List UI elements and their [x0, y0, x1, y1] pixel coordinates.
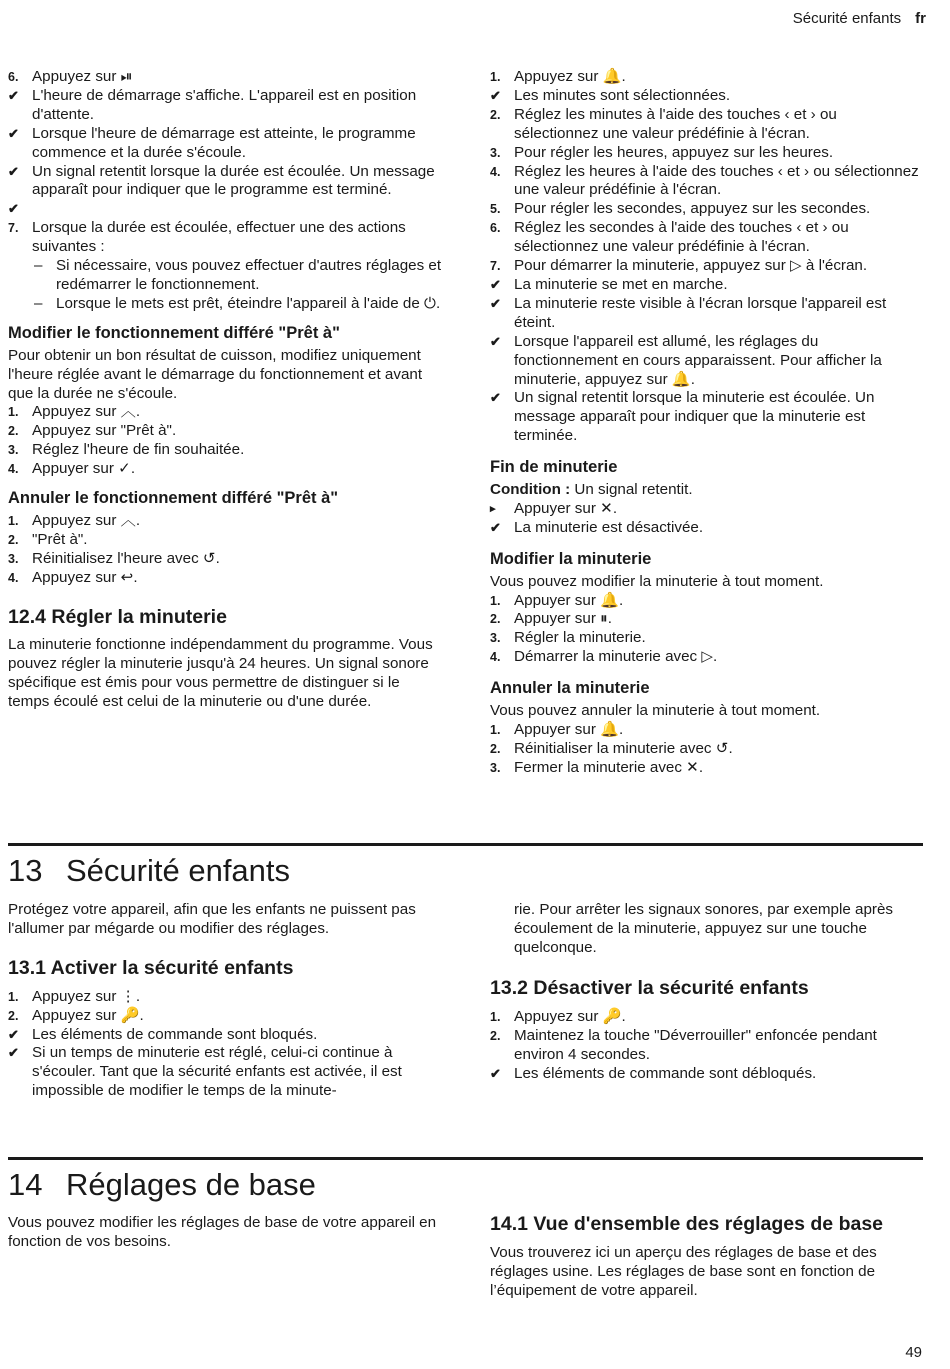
list-item — [490, 276, 922, 295]
step-number: 2. — [8, 1008, 19, 1023]
list-item — [8, 219, 443, 257]
list-item — [8, 988, 443, 1007]
step-number: 6. — [490, 221, 501, 236]
timer-end-steps — [490, 500, 922, 538]
step-number: 1. — [8, 989, 19, 1004]
chapter-14-left — [8, 1214, 438, 1252]
list-item — [8, 403, 443, 422]
check-icon: ✔ — [8, 125, 19, 141]
list-item-text: Appuyez sur 🔑. — [32, 1006, 144, 1024]
chapter-14-intro: Vous pouvez modifier les réglages de base de votre appareil en fonction de vos besoins. — [8, 1214, 437, 1250]
list-item-text: Fermer la minuterie avec ✕. — [514, 758, 704, 776]
list-item — [8, 200, 443, 219]
step-number: 1. — [8, 405, 19, 420]
step-number: 1. — [490, 593, 501, 608]
list-item-text: Appuyez sur "Prêt à". — [32, 422, 177, 440]
list-item — [490, 333, 922, 390]
step-number: 2. — [490, 612, 501, 627]
left-column-top — [8, 68, 443, 712]
chapter-13-right — [490, 979, 922, 1084]
check-icon: ✔ — [8, 1026, 19, 1042]
timer-cancel-intro: Vous pouvez annuler la minuterie à tout moment. — [490, 702, 821, 720]
chapter-13-rule — [8, 843, 923, 846]
list-item-text: Réglez les heures à l'aide des touches ‹ et › ou sélectionnez une valeur prédéfinie à l'écran. — [514, 162, 919, 199]
list-item-text: Pour démarrer la minuterie, appuyez sur ▷ à l'écran. — [514, 257, 868, 275]
delayed-start-modify-steps — [8, 403, 443, 479]
step-number: 5. — [490, 202, 501, 217]
list-item — [8, 125, 443, 163]
dash-bullet: – — [34, 257, 43, 275]
list-item-text: Pour régler les heures, appuyez sur les heures. — [514, 143, 834, 161]
chapter-14-number: 14 — [8, 1167, 43, 1202]
section-14-1-heading: 14.1 Vue d'ensemble des réglages de base — [490, 1213, 884, 1235]
step-number: 4. — [490, 164, 501, 179]
timer-modify-steps — [490, 592, 922, 668]
step-number: 7. — [8, 221, 19, 236]
dash-item — [8, 295, 443, 314]
list-item — [490, 1027, 922, 1065]
list-item — [490, 389, 922, 446]
step-number: 3. — [490, 631, 501, 646]
list-item-text: Les éléments de commande sont bloqués. — [32, 1025, 318, 1043]
list-item-text: Appuyez sur ↩. — [32, 568, 138, 586]
list-item — [490, 144, 922, 163]
list-item — [490, 257, 922, 276]
step-number: 2. — [8, 532, 19, 547]
section-12-4-text: La minuterie fonctionne indépendamment du programme. Vous pouvez régler la minuterie jusqu'à 24 heures. Un signal sonore spécifique est émis pour vous permettre de distinguer si le temps écoulé est celui de la minuterie ou d'une durée. — [8, 636, 433, 711]
list-item-text: Pour régler les secondes, appuyez sur les secondes. — [514, 200, 871, 218]
chapter-13-title — [8, 853, 290, 889]
list-item-text: La minuterie reste visible à l'écran lorsque l'appareil est éteint. — [514, 294, 887, 331]
list-item-text: L'heure de démarrage s'affiche. L'appareil est en position d'attente. — [32, 86, 417, 123]
list-item-text: Réinitialiser la minuterie avec ↺. — [514, 739, 733, 757]
list-item-text: Un signal retentit lorsque la durée est écoulée. Un message apparaît pour indiquer que le programme est terminé. — [32, 162, 435, 199]
chapter-14-right — [490, 1215, 922, 1301]
step-number: 2. — [490, 107, 501, 122]
page-number: 49 — [905, 1344, 922, 1361]
timer-end-condition — [490, 481, 922, 500]
chapter-13-left — [8, 901, 443, 1101]
chapter-14-rule — [8, 1157, 923, 1160]
header-section-title: Sécurité enfants — [792, 10, 902, 27]
chapter-14-title — [8, 1167, 316, 1203]
section-13-2-heading: 13.2 Désactiver la sécurité enfants — [490, 977, 809, 999]
list-item-text: Appuyez sur 🔔. — [514, 68, 626, 85]
chapter-13-right-continuation — [514, 901, 922, 958]
chapter-14-title-text: Réglages de base — [66, 1167, 316, 1202]
section-14-1-text: Vous trouverez ici un aperçu des réglages de base et des réglages usine. Les réglages de base sont en fonction de l’équipement de votre appareil. — [490, 1243, 877, 1299]
list-item-text: Appuyez sur ⋮. — [32, 987, 141, 1005]
list-item — [490, 500, 922, 519]
arrow-bullet-icon: ▸ — [490, 502, 496, 515]
list-item — [490, 200, 922, 219]
list-item-text: Réinitialisez l'heure avec ↺. — [32, 549, 220, 567]
check-icon: ✔ — [8, 1045, 19, 1061]
check-icon: ✔ — [490, 87, 501, 103]
step-number: 4. — [8, 462, 19, 477]
list-item — [490, 740, 922, 759]
list-item — [8, 422, 443, 441]
list-item — [490, 87, 922, 106]
check-icon: ✔ — [8, 201, 19, 217]
check-icon: ✔ — [490, 1065, 501, 1081]
step-number: 7. — [490, 259, 501, 274]
check-icon: ✔ — [8, 87, 19, 103]
list-item — [490, 759, 922, 778]
list-item — [490, 721, 922, 740]
timer-modify-intro: Vous pouvez modifier la minuterie à tout moment. — [490, 572, 824, 590]
list-item-text: Démarrer la minuterie avec ▷. — [514, 648, 718, 666]
list-item — [8, 441, 443, 460]
step-number: 2. — [490, 1028, 501, 1043]
page-header — [793, 10, 926, 27]
list-item — [490, 68, 922, 87]
list-item — [8, 1026, 443, 1045]
list-item-text: La minuterie se met en marche. — [514, 275, 728, 293]
list-item-text: Lorsque l'appareil est allumé, les réglages du fonctionnement en cours apparaissent. Pour afficher la minuterie, appuyez sur 🔔. — [514, 332, 882, 388]
list-item — [8, 531, 443, 550]
list-item-text: Appuyez sur ⏯ — [32, 68, 133, 85]
step-number: 4. — [8, 570, 19, 585]
list-item-text: Appuyez sur ︿. — [32, 403, 141, 421]
timer-end-heading: Fin de minuterie — [490, 458, 618, 477]
check-icon: ✔ — [490, 276, 501, 292]
list-item-text: Si un temps de minuterie est réglé, celui-ci continue à s'écouler. Tant que la sécurité enfants est activée, il est impossible de modifier le temps de la minute- — [32, 1044, 402, 1100]
timer-cancel-steps — [490, 721, 922, 778]
chapter-13-number: 13 — [8, 853, 43, 888]
condition-label: Condition : — [490, 481, 571, 499]
list-item-text — [32, 200, 36, 217]
timer-modify-heading: Modifier la minuterie — [490, 549, 652, 568]
list-item-text: Lorsque l'heure de démarrage est atteinte, le programme commence et la durée s'écoule. — [32, 124, 416, 161]
step-number: 3. — [8, 443, 19, 458]
step-number: 2. — [8, 424, 19, 439]
delayed-start-cancel-heading: Annuler le fonctionnement différé "Prêt à" — [8, 489, 339, 508]
left-dash-list — [8, 257, 443, 314]
check-icon: ✔ — [490, 333, 501, 349]
list-item-text: Appuyer sur ✓. — [32, 460, 136, 478]
list-item-text: Appuyer sur 🔔. — [514, 591, 624, 609]
section-13-1-steps — [8, 988, 443, 1101]
list-item-text: Réglez les secondes à l'aide des touches ‹ et › ou sélectionnez une valeur prédéfinie à l'écran. — [514, 219, 849, 256]
condition-text: Un signal retentit. — [570, 481, 693, 499]
dash-item-text: Si nécessaire, vous pouvez effectuer d'autres réglages et redémarrer le fonctionnement. — [56, 257, 442, 293]
list-item — [490, 1008, 922, 1027]
list-item — [8, 87, 443, 125]
chapter-13-continued-text: rie. Pour arrêter les signaux sonores, par exemple après écoulement de la minuterie, appuyez sur une touche quelconque. — [514, 901, 894, 956]
section-12-4-heading: 12.4 Régler la minuterie — [8, 605, 227, 628]
dash-item-text: Lorsque le mets est prêt, éteindre l'appareil à l'aide de ⏻. — [56, 294, 441, 312]
list-item — [490, 163, 922, 201]
step-number: 3. — [8, 551, 19, 566]
step-number: 2. — [490, 741, 501, 756]
list-item — [490, 106, 922, 144]
list-item-text: "Prêt à". — [32, 530, 88, 548]
step-number: 6. — [8, 70, 19, 84]
step-number: 1. — [490, 723, 501, 737]
check-icon: ✔ — [490, 390, 501, 406]
list-item — [8, 460, 443, 479]
step-number: 3. — [490, 145, 501, 160]
right-column-top — [490, 68, 922, 778]
section-13-1-heading: 13.1 Activer la sécurité enfants — [8, 956, 294, 979]
list-item-text: Réglez les minutes à l'aide des touches ‹ et › ou sélectionnez une valeur prédéfinie à l'écran. — [514, 105, 837, 142]
chapter-13-title-text: Sécurité enfants — [66, 853, 291, 888]
dash-item — [8, 257, 443, 295]
delayed-start-cancel-steps — [8, 512, 443, 588]
section-13-2-steps — [490, 1008, 922, 1084]
header-language: fr — [915, 10, 926, 27]
step-number: 1. — [8, 513, 19, 528]
step-number: 4. — [490, 650, 501, 665]
list-item-text: Régler la minuterie. — [514, 629, 646, 647]
list-item-text: Appuyez sur ︿. — [32, 511, 141, 529]
list-item-text: Appuyer sur ✕. — [514, 499, 618, 517]
check-icon: ✔ — [8, 163, 19, 179]
list-item-text: Appuyer sur ⏸. — [514, 610, 612, 628]
list-item-text: Appuyer sur 🔔. — [514, 721, 624, 738]
step-number: 1. — [490, 1009, 501, 1024]
delayed-start-modify-intro: Pour obtenir un bon résultat de cuisson, modifiez uniquement l'heure réglée avant le démarrage du fonctionnement et avant que la durée ne s'écoule. — [8, 346, 423, 402]
dash-bullet: – — [34, 294, 43, 312]
step-number: 3. — [490, 760, 501, 775]
list-item — [490, 219, 922, 257]
list-item — [490, 295, 922, 333]
list-item-text: Un signal retentit lorsque la minuterie est écoulée. Un message apparaît pour indiquer que la minuterie est terminée. — [514, 389, 875, 445]
list-item-text: Appuyez sur 🔑. — [514, 1007, 626, 1025]
list-item — [8, 1007, 443, 1026]
list-item — [490, 648, 922, 667]
timer-cancel-heading: Annuler la minuterie — [490, 679, 650, 698]
list-item-text: Les éléments de commande sont débloqués. — [514, 1064, 817, 1082]
list-item — [490, 629, 922, 648]
step-number: 1. — [490, 70, 501, 84]
list-item — [490, 592, 922, 611]
list-item — [8, 1044, 443, 1101]
list-item — [490, 519, 922, 538]
list-item — [8, 550, 443, 569]
list-item — [8, 163, 443, 201]
list-item — [490, 1065, 922, 1084]
delayed-start-modify-heading: Modifier le fonctionnement différé "Prêt à" — [8, 323, 340, 342]
list-item-text: Réglez l'heure de fin souhaitée. — [32, 441, 245, 459]
check-icon: ✔ — [490, 519, 501, 535]
list-item — [490, 610, 922, 629]
timer-setup-steps — [490, 68, 922, 446]
check-icon: ✔ — [490, 295, 501, 311]
list-item-text: Les minutes sont sélectionnées. — [514, 86, 731, 104]
list-item-text: Maintenez la touche "Déverrouiller" enfoncée pendant environ 4 secondes. — [514, 1026, 877, 1063]
chapter-13-intro: Protégez votre appareil, afin que les enfants ne puissent pas l'allumer par mégarde ou modifier des réglages. — [8, 901, 416, 937]
left-instruction-list — [8, 68, 443, 257]
list-item — [8, 512, 443, 531]
list-item-text: Lorsque la durée est écoulée, effectuer une des actions suivantes : — [32, 219, 406, 256]
list-item — [8, 68, 443, 87]
list-item-text: La minuterie est désactivée. — [514, 518, 704, 536]
list-item — [8, 569, 443, 588]
